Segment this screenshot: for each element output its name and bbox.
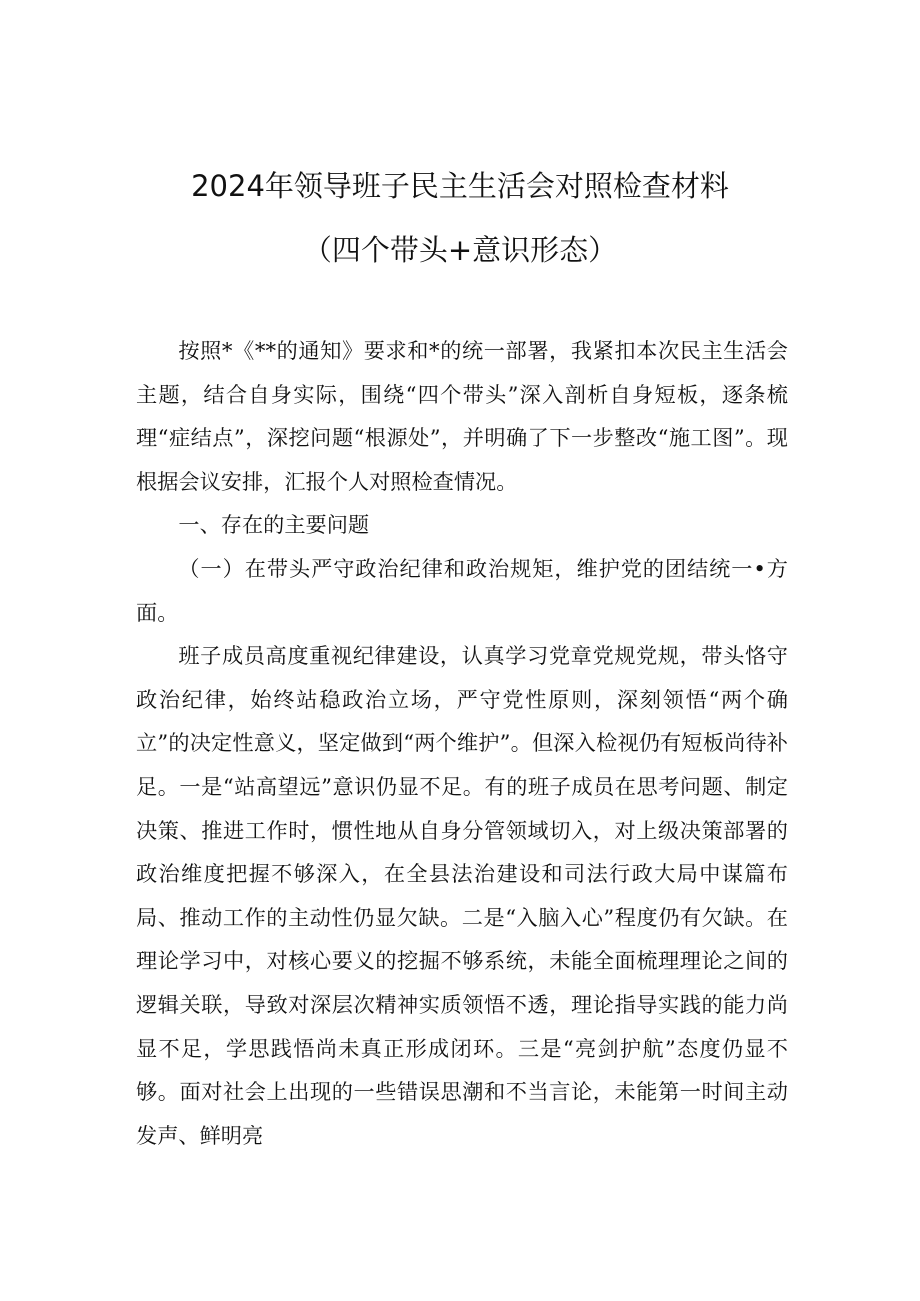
document-title: 2024年领导班子民主生活会对照检查材料 [191,169,729,203]
body-paragraph: 班子成员高度重视纪律建设，认真学习党章党规党规，带头恪守政治纪律，始终站稳政治立场，严守党性原则，深刻领悟“两个确立”的决定性意义，坚定做到“两个维护”。但深入检视仍有短板尚待补足。一是“站高望远”意识仍显不足。有的班子成员在思考问题、制定决策、推进工作时，惯性地从自身分管领域切入，对上级决策部署的政治维度把握不够深入，在全县法治建设和司法行政大局中谋篇布局、推动工作的主动性仍显欠缺。二是“入脑入心”程度仍有欠缺。在理论学习中，对核心要义的挖掘不够系统，未能全面梳理理论之间的逻辑关联，导致对深层次精神实质领悟不透，理论指导实践的能力尚显不足，学思践悟尚未真正形成闭环。三是“亮剑护航”态度仍显不够。面对社会上出现的一些错误思潮和不当言论，未能第一时间主动发声、鲜明亮 [136,643,788,1148]
section-heading: 一、存在的主要问题 [178,512,370,538]
intro-paragraph: 按照*《**的通知》要求和*的统一部署，我紧扣本次民主生活会主题，结合自身实际，围绕“四个带头”深入剖析自身短板，逐条梳理“症结点”，深挖问题“根源处”，并明确了下一步整改“施工图”。现根据会议安排，汇报个人对照检查情况。 [136,338,788,494]
document-body [136,329,788,1157]
document-subtitle: （四个带头+意识形态） [302,233,618,267]
subsection-heading: （一）在带头严守政治纪律和政治规矩，维护党的团结统一•方面。 [136,555,788,625]
